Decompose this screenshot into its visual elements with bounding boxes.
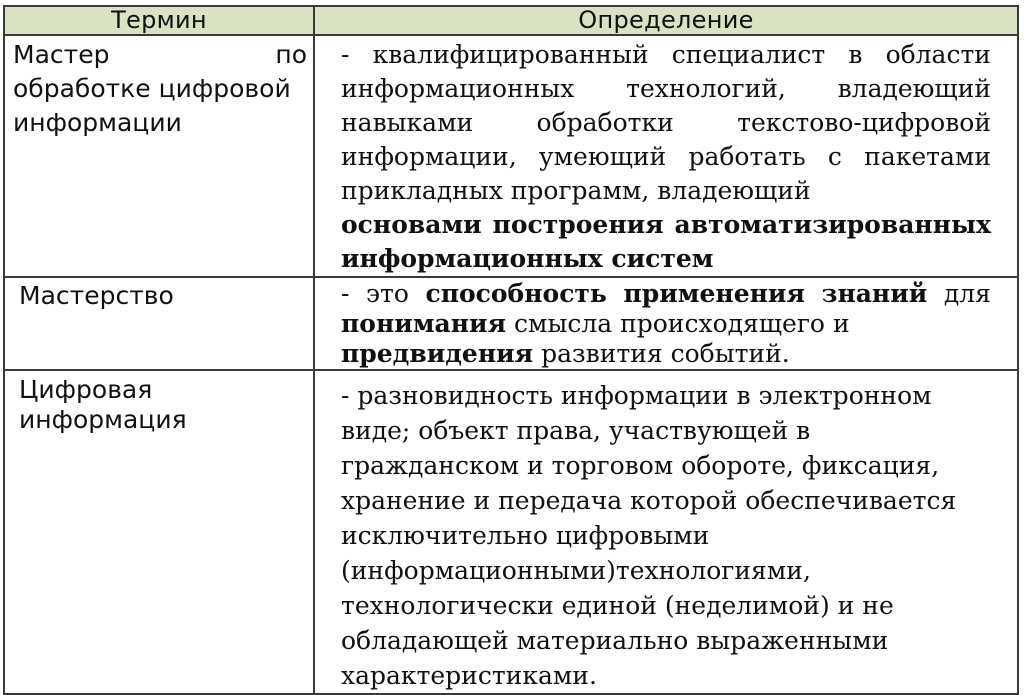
definition-line [341,279,991,309]
definition-line: (информационными)технологиями, [341,556,811,585]
definition-line: виде; объект права, участвующей в [341,416,811,445]
word: для [943,279,991,308]
glossary-table [3,5,1019,695]
word: квалифицированный [372,40,649,69]
term-line [13,38,307,72]
word: специалист [671,40,826,69]
word: смысла [514,309,613,338]
word: пакетами [864,142,991,171]
word: работать [688,142,806,171]
word: автоматизированных [674,210,991,239]
word: информационных [341,74,575,103]
word: это [366,279,409,308]
definition-line-bold: информационных систем [341,244,714,273]
term-cell [4,370,314,694]
word: понимания [341,309,507,338]
definition-line [341,72,991,106]
definition-line: технологически единой (неделимой) и не [341,591,894,620]
definition-line-bold [341,208,991,242]
definition-line: прикладных программ, владеющий [341,176,811,205]
word: предвидения [341,339,534,368]
word: основами [341,210,482,239]
definition-line [341,106,991,140]
definition-line: обладающей материально выраженными [341,626,889,655]
word: умеющий [538,142,667,171]
term-cell [4,277,314,370]
word: происходящего [620,309,825,338]
word: - [341,40,350,69]
word: - [341,279,350,308]
term-column-header: Термин [4,6,314,35]
word: в [848,40,863,69]
header-row [4,6,1018,35]
term-line: информации [13,108,182,137]
term-line: Мастерство [19,281,174,310]
definition-line [341,309,991,339]
definition-line: - разновидность информации в электронном [341,381,932,410]
word: по [275,40,307,69]
definition-line [341,339,991,369]
word: информации, [341,142,517,171]
definition-cell [314,370,1018,694]
word: навыками [341,108,474,137]
definition-line: характеристиками. [341,661,597,690]
word: применения [623,279,805,308]
word: обработки [536,108,674,137]
term-line: информация [19,405,187,434]
definition-line [341,38,991,72]
table-row [4,277,1018,370]
word: владеющий [837,74,991,103]
word: Мастер [13,40,110,69]
word: и [832,309,850,338]
definition-line: исключительно цифровыми [341,521,710,550]
word: построения [492,210,664,239]
term-line: Цифровая [19,375,153,404]
table-row [4,35,1018,277]
word: способность [425,279,607,308]
definition-cell [314,277,1018,370]
word: области [885,40,991,69]
word: развития [541,339,663,368]
word: событий. [670,339,790,368]
definition-cell [314,35,1018,277]
term-line: обработке цифровой [13,74,291,103]
definition-line [341,140,991,174]
definition-line: гражданском и торговом обороте, фиксация, [341,451,940,480]
word: с [827,142,842,171]
definition-column-header: Определение [314,6,1018,35]
word: текстово-цифровой [737,108,991,137]
term-cell [4,35,314,277]
definition-line: хранение и передача которой обеспечивается [341,486,957,515]
word: знаний [821,279,928,308]
table-row [4,370,1018,694]
word: технологий, [626,74,786,103]
